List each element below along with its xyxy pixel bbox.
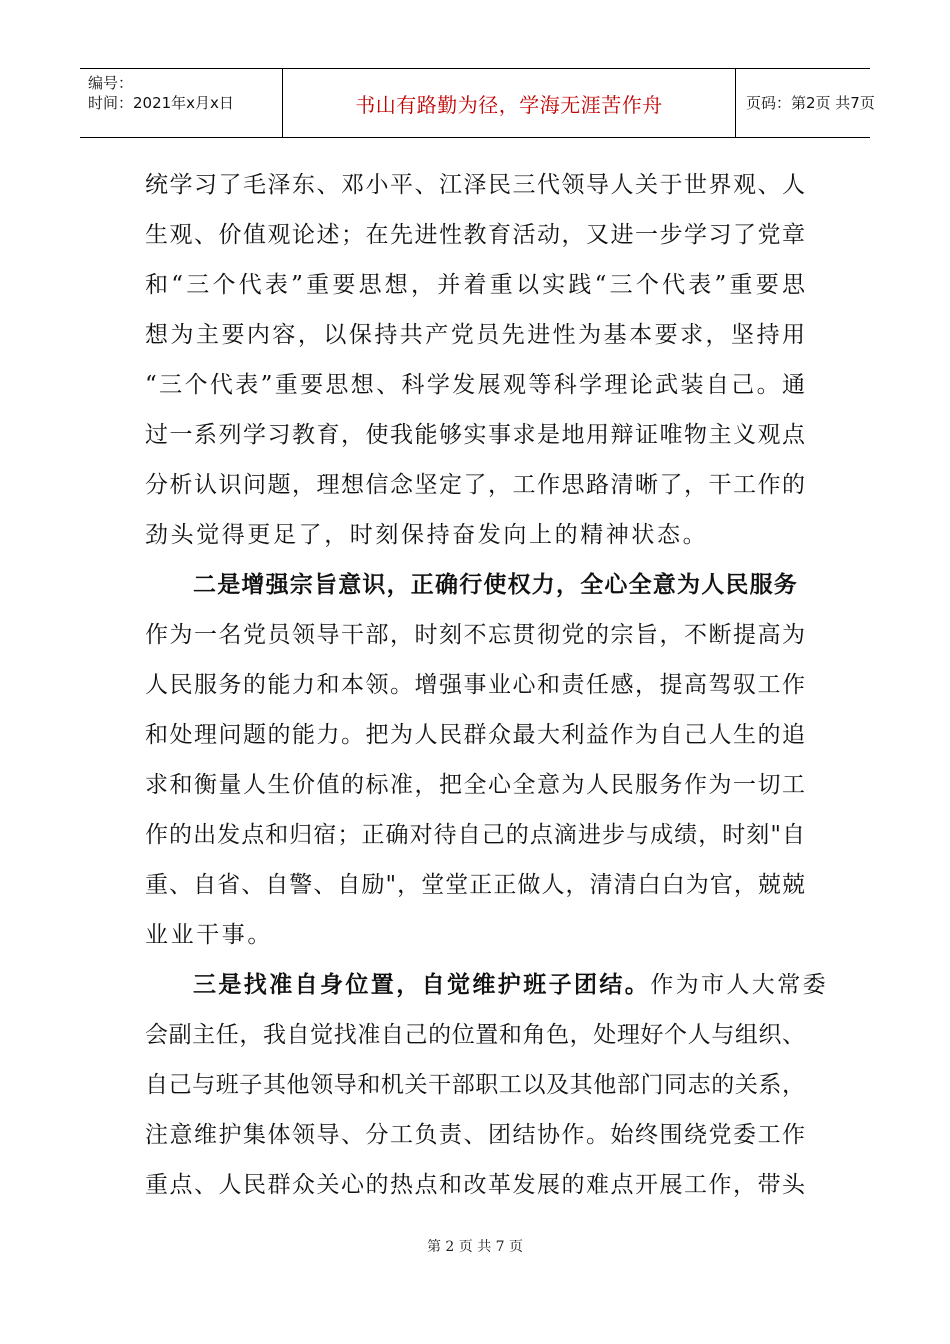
header-page-number: 页码：第2页 共7页 — [746, 94, 875, 112]
body-line: 作为一名党员领导干部，时刻不忘贯彻党的宗旨，不断提高为 — [145, 622, 805, 648]
body-line: 和处理问题的能力。把为人民群众最大利益作为自己人生的追 — [145, 722, 805, 748]
body-line: 过一系列学习教育，使我能够实事求是地用辩证唯物主义观点 — [145, 422, 805, 448]
body-line: 自己与班子其他领导和机关干部职工以及其他部门同志的关系， — [145, 1072, 805, 1098]
body-line: 业业干事。 — [145, 922, 273, 948]
section-heading: 三是找准自身位置，自觉维护班子团结。 — [193, 971, 651, 998]
page-header — [80, 68, 875, 138]
header-motto-cell — [282, 69, 736, 137]
header-page-cell — [736, 69, 875, 137]
section-heading-tail: 作为市人大常委 — [650, 972, 829, 998]
header-meta — [80, 69, 282, 137]
body-line: 作的出发点和归宿；正确对待自己的点滴进步与成绩，时刻"自 — [145, 822, 805, 848]
page-footer: 第 2 页 共 7 页 — [426, 1239, 524, 1255]
section-heading-line — [145, 960, 829, 1010]
document-number-label: 编号： — [88, 74, 134, 92]
document-body — [145, 160, 829, 1210]
body-line: “三个代表”重要思想、科学发展观等科学理论武装自己。通 — [145, 372, 805, 398]
section-heading: 二是增强宗旨意识，正确行使权力，全心全意为人民服务 — [193, 571, 798, 598]
document-time-label: 时间：2021年x月x日 — [88, 94, 234, 112]
body-line: 重、自省、自警、自励"，堂堂正正做人，清清白白为官，兢兢 — [145, 872, 805, 898]
body-line: 和“三个代表”重要思想，并着重以实践“三个代表”重要思 — [145, 272, 805, 298]
body-line: 会副主任，我自觉找准自己的位置和角色，处理好个人与组织、 — [145, 1022, 805, 1048]
body-line: 统学习了毛泽东、邓小平、江泽民三代领导人关于世界观、人 — [145, 172, 805, 198]
body-line: 注意维护集体领导、分工负责、团结协作。始终围绕党委工作 — [145, 1122, 805, 1148]
header-motto: 书山有路勤为径，学海无涯苦作舟 — [355, 92, 663, 117]
body-line: 生观、价值观论述；在先进性教育活动，又进一步学习了党章 — [145, 222, 805, 248]
body-line: 劲头觉得更足了，时刻保持奋发向上的精神状态。 — [145, 522, 709, 548]
body-line: 分析认识问题，理想信念坚定了，工作思路清晰了，干工作的 — [145, 472, 805, 498]
body-line: 想为主要内容，以保持共产党员先进性为基本要求，坚持用 — [145, 322, 805, 348]
body-line: 人民服务的能力和本领。增强事业心和责任感，提高驾驭工作 — [145, 672, 805, 698]
body-line: 重点、人民群众关心的热点和改革发展的难点开展工作，带头 — [145, 1172, 805, 1198]
body-line: 求和衡量人生价值的标准，把全心全意为人民服务作为一切工 — [145, 772, 805, 798]
